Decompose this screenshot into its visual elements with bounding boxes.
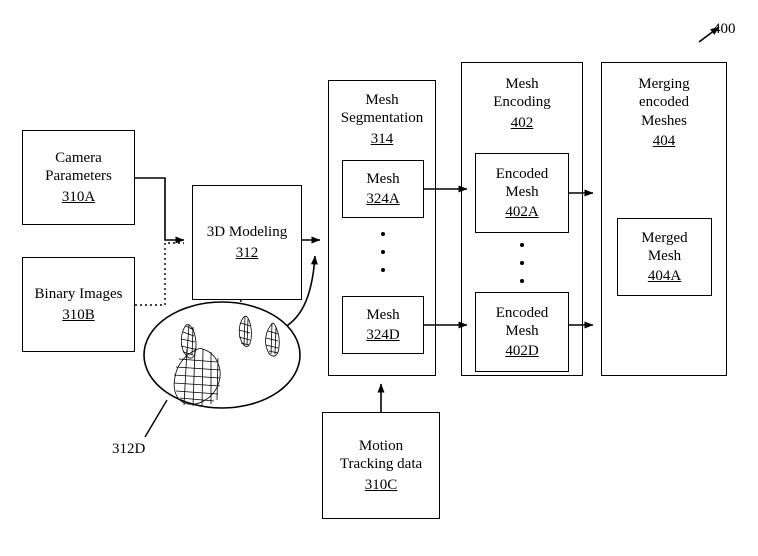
node-camera-parameters-line1: Camera bbox=[55, 150, 102, 167]
node-encoded-mesh-402a-line1: Encoded bbox=[495, 165, 549, 182]
node-encoded-mesh-402d bbox=[475, 292, 569, 372]
node-3d-modeling-line1: 3D Modeling bbox=[206, 224, 288, 241]
node-mesh-324a-ref: 324A bbox=[366, 191, 400, 207]
node-mesh-324a bbox=[342, 160, 424, 218]
annotation-point-cloud-ref: 312D bbox=[112, 441, 146, 457]
node-mesh-segmentation-ref: 314 bbox=[370, 130, 394, 147]
node-merging-line1: Merging bbox=[638, 76, 690, 92]
node-encoded-mesh-402a-ref: 402A bbox=[505, 204, 539, 221]
node-mesh-324d-line1: Mesh bbox=[366, 306, 400, 323]
node-encoded-mesh-402a-line2: Mesh bbox=[505, 183, 539, 200]
encoded-mesh-list-ellipsis bbox=[520, 243, 524, 283]
node-camera-parameters bbox=[22, 130, 135, 225]
node-encoded-mesh-402d-line1: Encoded bbox=[495, 304, 549, 321]
node-encoded-mesh-402d-line2: Mesh bbox=[505, 322, 539, 339]
node-binary-images-line1: Binary Images bbox=[34, 286, 123, 303]
node-motion-tracking-ref: 310C bbox=[364, 476, 398, 493]
node-merged-mesh-line1: Merged bbox=[641, 229, 688, 246]
node-mesh-encoding-line1: Mesh bbox=[505, 76, 539, 92]
node-merged-mesh-ref: 404A bbox=[647, 268, 682, 285]
node-camera-parameters-ref: 310A bbox=[61, 188, 96, 205]
node-mesh-324d bbox=[342, 296, 424, 354]
node-encoded-mesh-402d-ref: 402D bbox=[505, 343, 539, 360]
mesh-list-ellipsis bbox=[381, 232, 385, 272]
node-3d-modeling bbox=[192, 185, 302, 300]
node-encoded-mesh-402a bbox=[475, 153, 569, 233]
node-mesh-segmentation-line1: Mesh bbox=[365, 92, 399, 108]
node-binary-images bbox=[22, 257, 135, 352]
node-camera-parameters-line2: Parameters bbox=[45, 168, 112, 185]
figure-number-label: 400 bbox=[713, 21, 736, 37]
node-3d-modeling-ref: 312 bbox=[235, 244, 259, 261]
node-merged-mesh-404a bbox=[617, 218, 712, 296]
node-motion-tracking-line2: Tracking data bbox=[339, 456, 423, 473]
node-merging-ref: 404 bbox=[652, 132, 676, 149]
node-mesh-324d-ref: 324D bbox=[366, 327, 400, 343]
node-merging-line2: encoded bbox=[639, 94, 689, 111]
node-merged-mesh-line2: Mesh bbox=[647, 247, 682, 264]
node-mesh-encoding-ref: 402 bbox=[510, 114, 534, 131]
node-merging-line3: Meshes bbox=[641, 112, 687, 129]
node-motion-tracking-line1: Motion bbox=[358, 438, 404, 455]
node-mesh-segmentation-line2: Segmentation bbox=[340, 110, 424, 127]
node-motion-tracking-data bbox=[322, 412, 440, 519]
node-mesh-324a-line1: Mesh bbox=[366, 170, 400, 187]
node-binary-images-ref: 310B bbox=[62, 306, 95, 323]
node-mesh-encoding-line2: Encoding bbox=[493, 94, 551, 111]
